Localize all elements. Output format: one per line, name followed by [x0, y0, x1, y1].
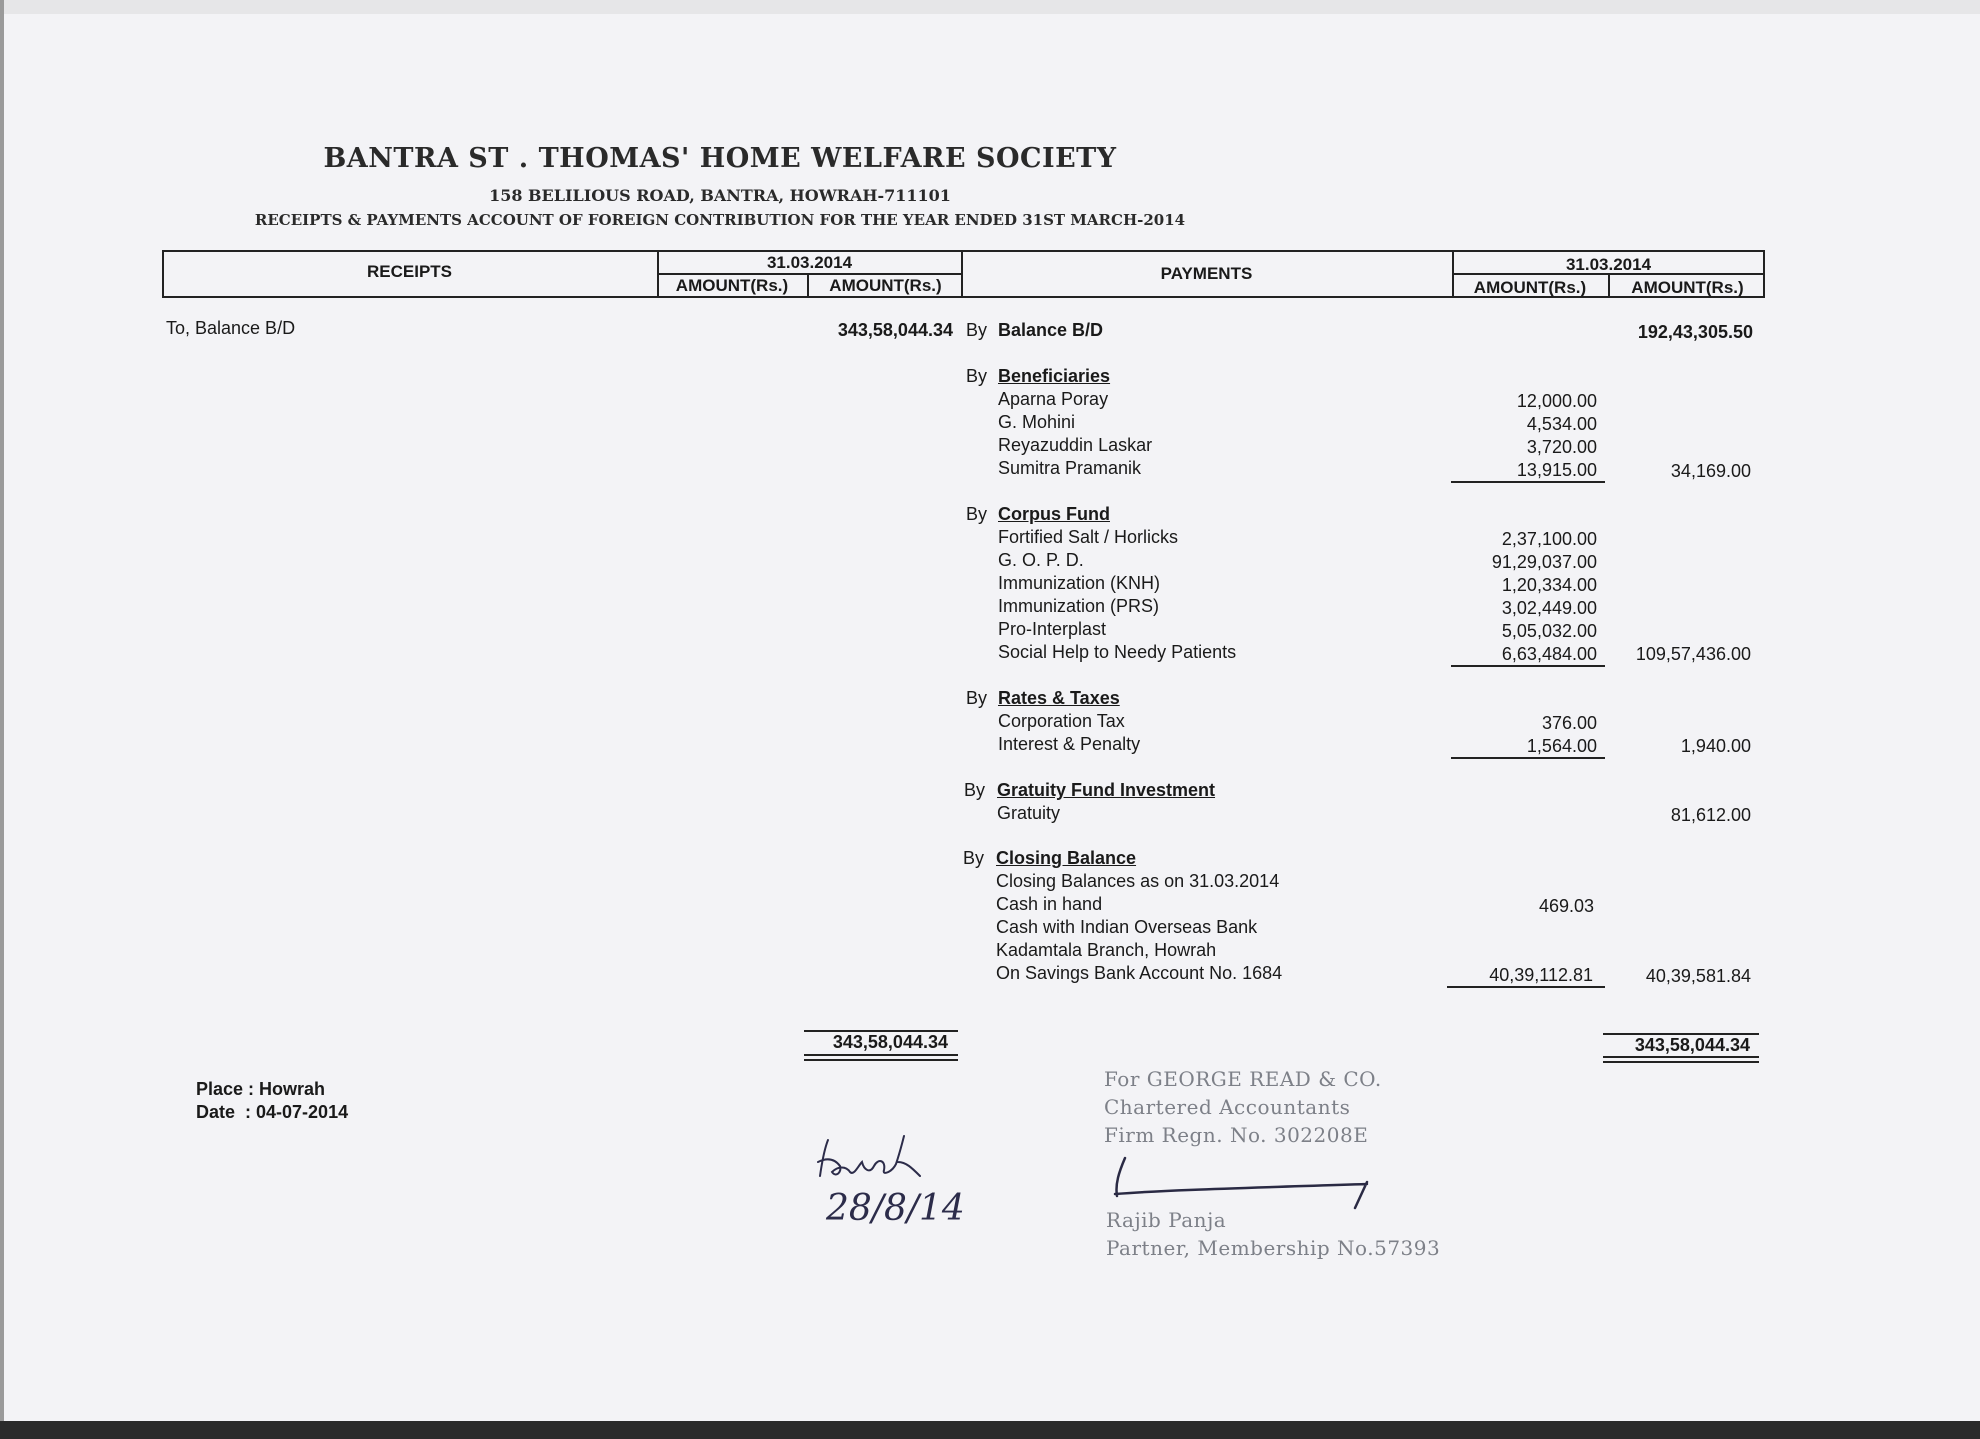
- corpus-item-amount: 2,37,100.00: [1501, 529, 1597, 549]
- payments-total: 343,58,044.34: [1634, 1035, 1750, 1055]
- amount-header: AMOUNT(Rs.): [675, 276, 789, 295]
- amount-header: AMOUNT(Rs.): [829, 276, 942, 295]
- corpus-item-name: Immunization (KNH): [998, 573, 1161, 593]
- beneficiary-amount: 13,915.00: [1516, 460, 1597, 480]
- beneficiaries-heading: Beneficiaries: [998, 366, 1111, 386]
- closing-line: Closing Balances as on 31.03.2014: [996, 871, 1280, 891]
- subtotal-rule: [1451, 481, 1605, 483]
- subtotal-rule: [1451, 757, 1605, 759]
- gratuity-total: 81,612.00: [1670, 805, 1751, 825]
- receipt-balance-amount: 343,58,044.34: [837, 320, 953, 340]
- document-subtitle: RECEIPTS & PAYMENTS ACCOUNT OF FOREIGN CONTRIBUTION FOR THE YEAR ENDED 31ST MARCH-2014: [254, 211, 1186, 229]
- beneficiary-name: Aparna Poray: [998, 389, 1109, 409]
- by-label: By: [966, 366, 988, 386]
- beneficiary-name: G. Mohini: [998, 412, 1076, 432]
- place-label: Place : Howrah: [196, 1079, 326, 1099]
- scan-edge-bottom: [0, 1421, 1980, 1439]
- beneficiary-name: Sumitra Pramanik: [998, 458, 1142, 478]
- by-label: By: [964, 780, 986, 800]
- date-left-header: 31.03.2014: [766, 253, 853, 272]
- corpus-item-name: G. O. P. D.: [998, 550, 1084, 570]
- signatory-name: Rajib Panja: [1106, 1208, 1227, 1232]
- bank-amount: 40,39,112.81: [1489, 965, 1593, 985]
- document-address: 158 BELILIOUS ROAD, BANTRA, HOWRAH-711101: [489, 186, 951, 205]
- corpus-item-amount: 5,05,032.00: [1501, 621, 1597, 641]
- stamp-firm: For GEORGE READ & CO.: [1104, 1067, 1382, 1091]
- total-rule-bottom: [804, 1054, 958, 1056]
- receipts-header: RECEIPTS: [366, 262, 453, 281]
- closing-heading: Closing Balance: [996, 848, 1137, 868]
- corpus-item-amount: 6,63,484.00: [1501, 644, 1597, 664]
- handwritten-initials: [812, 1132, 932, 1192]
- closing-line: Kadamtala Branch, Howrah: [996, 940, 1217, 960]
- rates-heading: Rates & Taxes: [998, 688, 1120, 708]
- beneficiary-amount: 4,534.00: [1526, 414, 1597, 434]
- scan-edge-top: [0, 0, 1980, 14]
- signatory-role: Partner, Membership No.57393: [1106, 1236, 1441, 1260]
- corpus-item-name: Fortified Salt / Horlicks: [998, 527, 1179, 547]
- corpus-item-name: Immunization (PRS): [998, 596, 1160, 616]
- total-rule-bottom: [804, 1059, 958, 1061]
- stamp-title: Chartered Accountants: [1104, 1095, 1351, 1119]
- gratuity-heading: Gratuity Fund Investment: [997, 780, 1216, 800]
- beneficiary-amount: 12,000.00: [1516, 391, 1597, 411]
- date-label: Date : 04-07-2014: [196, 1102, 349, 1122]
- by-label: By: [966, 504, 988, 524]
- header-divider: [657, 273, 962, 275]
- by-label: By: [966, 320, 988, 340]
- rates-item-amount: 376.00: [1541, 713, 1597, 733]
- subtotal-rule: [1447, 986, 1605, 988]
- total-rule-bottom: [1603, 1061, 1759, 1063]
- by-label: By: [966, 688, 988, 708]
- receipts-total: 343,58,044.34: [832, 1032, 948, 1052]
- rates-item-name: Corporation Tax: [998, 711, 1125, 731]
- closing-line: Cash in hand: [996, 894, 1103, 914]
- document-title: BANTRA ST . THOMAS' HOME WELFARE SOCIETY: [323, 143, 1117, 174]
- corpus-total: 109,57,436.00: [1635, 644, 1751, 664]
- auditor-signature: [1105, 1150, 1385, 1210]
- closing-line: Cash with Indian Overseas Bank: [996, 917, 1258, 937]
- stamp-regn: Firm Regn. No. 302208E: [1104, 1123, 1369, 1147]
- amount-header: AMOUNT(Rs.): [1473, 278, 1587, 297]
- corpus-item-amount: 3,02,449.00: [1501, 598, 1597, 618]
- gratuity-item: Gratuity: [997, 803, 1061, 823]
- rates-item-amount: 1,564.00: [1526, 736, 1597, 756]
- by-label: By: [963, 848, 985, 868]
- cash-in-hand-amount: 469.03: [1538, 896, 1594, 916]
- rates-item-name: Interest & Penalty: [998, 734, 1141, 754]
- closing-total: 40,39,581.84: [1645, 966, 1751, 986]
- corpus-item-amount: 91,29,037.00: [1491, 552, 1597, 572]
- handwritten-date: 28/8/14: [826, 1188, 965, 1229]
- closing-line: On Savings Bank Account No. 1684: [996, 963, 1283, 983]
- rates-total: 1,940.00: [1680, 736, 1751, 756]
- corpus-item-name: Social Help to Needy Patients: [998, 642, 1237, 662]
- date-right-header: 31.03.2014: [1565, 255, 1652, 274]
- payment-balance-amount: 192,43,305.50: [1637, 322, 1753, 342]
- payment-balance-label: Balance B/D: [998, 320, 1104, 340]
- total-rule-bottom: [1603, 1056, 1759, 1058]
- amount-header: AMOUNT(Rs.): [1631, 278, 1744, 297]
- beneficiary-amount: 3,720.00: [1526, 437, 1597, 457]
- corpus-item-name: Pro-Interplast: [998, 619, 1107, 639]
- subtotal-rule: [1451, 665, 1605, 667]
- corpus-heading: Corpus Fund: [998, 504, 1110, 524]
- beneficiary-name: Reyazuddin Laskar: [998, 435, 1153, 455]
- payments-header: PAYMENTS: [1160, 264, 1253, 283]
- beneficiaries-total: 34,169.00: [1670, 461, 1751, 481]
- corpus-item-amount: 1,20,334.00: [1501, 575, 1597, 595]
- receipt-balance-label: To, Balance B/D: [166, 318, 296, 338]
